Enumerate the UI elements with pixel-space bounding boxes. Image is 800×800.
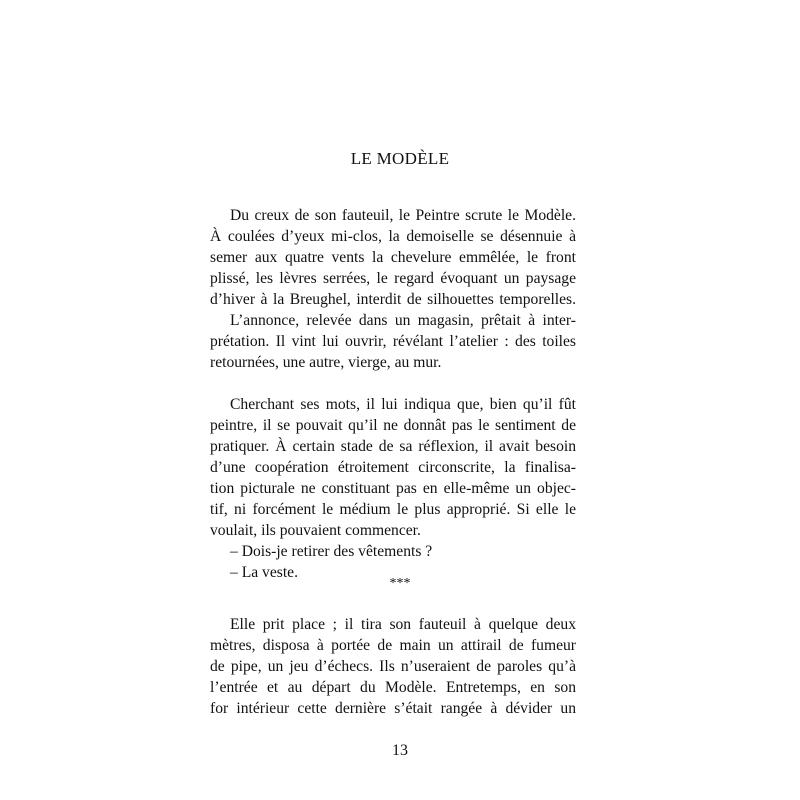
text-line: d’hiver à la Breughel, interdit de silhouettes temporelles. bbox=[210, 291, 576, 308]
text-line: mètres, disposa à portée de main un attirail de fumeur bbox=[210, 637, 576, 654]
text-line: Du creux de son fauteuil, le Peintre scrute le Modèle. bbox=[230, 207, 576, 224]
dialogue-line: – Dois-je retirer des vêtements ? bbox=[230, 543, 433, 560]
text-line: peintre, il se pouvait qu’il ne donnât pas le sentiment de bbox=[210, 417, 576, 434]
text-line: À coulées d’yeux mi-clos, la demoiselle se désennuie à bbox=[210, 228, 576, 245]
text-line: voulait, ils pouvaient commencer. bbox=[210, 522, 421, 539]
text-line: for intérieur cette dernière s’était rangée à dévider un bbox=[210, 700, 576, 717]
text-line: L’annonce, relevée dans un magasin, prêtait à inter- bbox=[230, 312, 576, 329]
text-line: prétation. Il vint lui ouvrir, révélant l’atelier : des toiles bbox=[210, 333, 576, 350]
text-line: d’une coopération étroitement circonscrite, la finalisa- bbox=[210, 459, 576, 476]
text-line: plissé, les lèvres serrées, le regard évoquant un paysage bbox=[210, 270, 576, 287]
chapter-title: LE MODÈLE bbox=[350, 149, 450, 168]
text-line: Elle prit place ; il tira son fauteuil à quelque deux bbox=[230, 616, 576, 633]
text-line: tif, ni forcément le médium le plus approprié. Si elle le bbox=[210, 501, 576, 518]
text-line: retournées, une autre, vierge, au mur. bbox=[210, 354, 442, 371]
text-line: semer aux quatre vents la chevelure emmêlée, le front bbox=[210, 249, 576, 266]
text-line: Cherchant ses mots, il lui indiqua que, bien qu’il fût bbox=[230, 396, 576, 413]
page-number: 13 bbox=[392, 742, 408, 759]
text-line: l’entrée et au départ du Modèle. Entretemps, en son bbox=[210, 679, 576, 696]
section-separator: *** bbox=[389, 576, 411, 591]
text-line: de pipe, un jeu d’échecs. Ils n’useraient de paroles qu’à bbox=[210, 658, 576, 675]
dialogue-line: – La veste. bbox=[230, 564, 298, 581]
text-line: tion picturale ne constituant pas en elle-même un objec- bbox=[210, 480, 576, 497]
text-line: pratiquer. À certain stade de sa réflexion, il avait besoin bbox=[210, 438, 576, 455]
